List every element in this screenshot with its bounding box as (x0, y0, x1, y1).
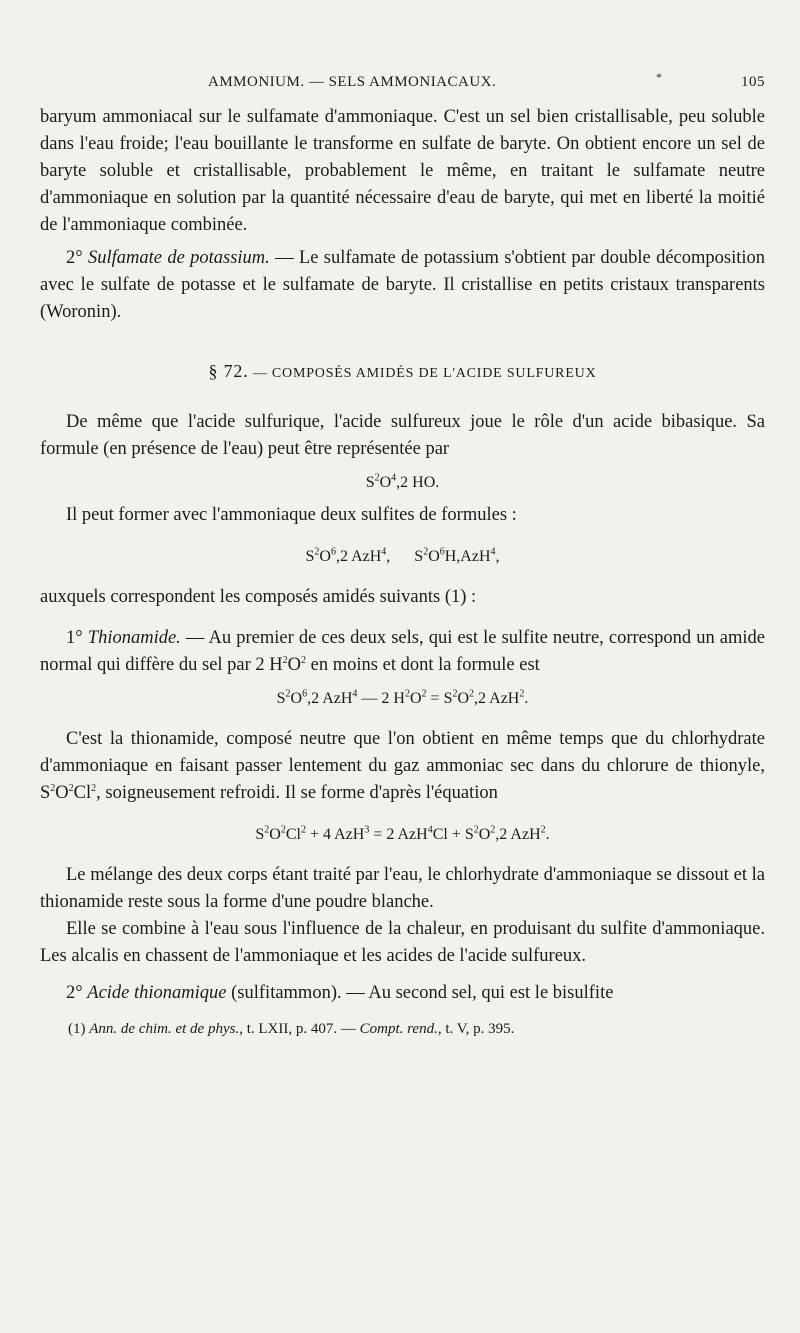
section-heading (40, 358, 765, 387)
item-number: 2° (66, 248, 83, 268)
paragraph-thionamide: 1° Thionamide. — Au premier de ces deux sels, qui est le sulfite neutre, correspond un amide normal qui diffère du sel par 2 $H^2O^2$ en moins et dont la formule est (40, 628, 766, 675)
section-number: § 72. (208, 361, 249, 381)
formula-thionamide: $S^2O^6,2$ AzH$^4$ — 2 $H^2O^2 = S^2O^2,2$ AzH$^2$. (276, 688, 529, 707)
item-text: — Le sulfamate de potassium s'obtient par double décomposition avec le sulfate de potasse et le sulfamate de baryte. Il cristallise en petits cristaux transparents (Woronin). (40, 248, 766, 322)
footnote: (1) Ann. de chim. et de phys., t. LXII, p. 407. — Compt. rend., t. V, p. 395. (68, 1021, 515, 1037)
paragraph-acide-thionamique: 2° Acide thionamique (sulfitammon). — Au second sel, qui est le bisulfite (66, 983, 614, 1003)
page-body (40, 104, 765, 1039)
paragraph-combinaison: Elle se combine à l'eau sous l'influence de la chaleur, en produisant du sulfite d'ammoniaque. Les alcalis en chassent de l'ammoniaque et les acides de l'acide sulfureux. (40, 919, 765, 966)
section-title: — COMPOSÉS AMIDÉS DE L'ACIDE SULFUREUX (252, 366, 597, 381)
paragraph-acide-sulfureux: De même que l'acide sulfurique, l'acide sulfureux joue le rôle d'un acide bibasique. Sa formule (en présence de l'eau) peut être représentée par (40, 412, 765, 459)
page-number: 105 (741, 74, 765, 90)
paragraph-sulfamate-potassium (40, 245, 765, 326)
item-heading: Acide thionamique (87, 983, 227, 1003)
paragraph-sulfites: Il peut former avec l'ammoniaque deux sulfites de formules : (66, 505, 517, 525)
formula-equation: $S^2O^2Cl^2 + 4$ AzH$^3$ = 2 $AzH^4Cl + S^2O^2,2$ AzH$^2$. (255, 824, 550, 843)
paragraph-melange: Le mélange des deux corps étant traité par l'eau, le chlorhydrate d'ammoniaque se dissout et la thionamide reste sous la forme d'une poudre blanche. (40, 865, 765, 912)
header-mark: * (656, 70, 663, 84)
paragraph-preparation-thionamide: C'est la thionamide, composé neutre que l'on obtient en même temps que du chlorhydrate d'ammoniaque en faisant passer lentement du gaz ammoniac sec dans du chlorure de thionyle, $S^2O^2Cl^2$, soigneusement refroidi. Il se forme d'après l'équation (40, 729, 765, 803)
item-heading: Thionamide. (87, 628, 181, 648)
running-title: AMMONIUM. — SELS AMMONIACAUX. (208, 74, 497, 90)
paragraph-baryum: baryum ammoniacal sur le sulfamate d'ammoniaque. C'est un sel bien cristallisable, peu soluble dans l'eau froide; l'eau bouillante le transforme en sulfate de baryte. On obtient encore un sel de baryte soluble et cristallisable, probablement le même, en traitant le sulfamate neutre d'ammoniaque en solution par la quantité nécessaire d'eau de baryte, qui met en liberté la moitié de l'ammoniaque combinée. (40, 107, 765, 235)
item-heading: Sulfamate de potassium. (88, 248, 270, 268)
paragraph-composes-amides: auxquels correspondent les composés amidés suivants (1) : (40, 587, 477, 607)
formula-acide-sulfureux: $S^2O^4,2$ HO. (365, 472, 440, 491)
formula-sulfites: $S^2O^6,2$ AzH$^4$, $S^2O^6H,AzH^4$, (305, 546, 500, 565)
